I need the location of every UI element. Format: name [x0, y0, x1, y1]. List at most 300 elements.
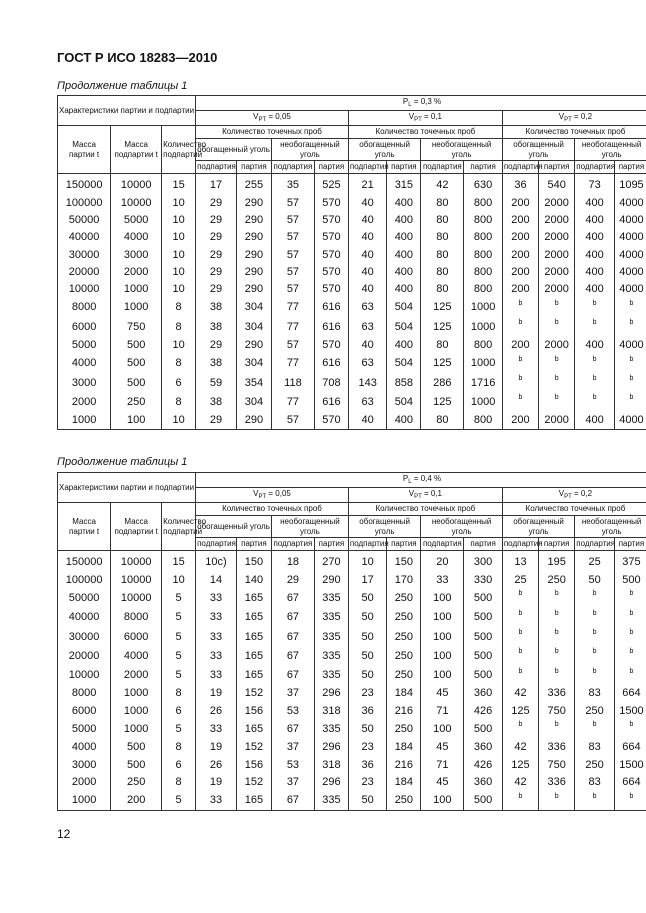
table-cell: 71 [421, 756, 464, 773]
table-cell: 400 [575, 194, 615, 211]
table-cell: 504 [387, 354, 421, 373]
table-cell: 6000 [58, 702, 111, 719]
header-unenriched-coal: необогащенный уголь [271, 138, 348, 160]
header-sublot: подпартия [421, 161, 464, 174]
table-cell: b [539, 666, 575, 685]
table-cell: 125 [421, 392, 464, 411]
table-cell: 83 [575, 685, 615, 702]
header-increments: Количество точечных проб [196, 126, 349, 139]
table-cell: 50 [348, 666, 386, 685]
table-cell: 800 [464, 412, 502, 430]
header-lot: партия [464, 538, 502, 551]
header-mass-lot: Масса партии t [58, 126, 111, 173]
table-cell: 336 [539, 685, 575, 702]
table-cell: 8 [162, 354, 196, 373]
table-cell: b [502, 608, 538, 627]
table-cell: 315 [387, 173, 421, 194]
table-cell: 290 [314, 571, 348, 588]
table-cell: 118 [271, 373, 314, 392]
table-cell: b [539, 373, 575, 392]
table-cell: 400 [387, 211, 421, 228]
table-cell: 500 [464, 627, 502, 646]
table-cell: 8 [162, 392, 196, 411]
table-cell: 125 [502, 756, 538, 773]
table-cell: 50 [348, 588, 386, 607]
table-cell: b [539, 608, 575, 627]
table-cell: 33 [196, 588, 237, 607]
table-cell: 23 [348, 773, 386, 790]
table-cell: 42 [421, 173, 464, 194]
table-cell: 10 [162, 281, 196, 298]
header-lot: партия [464, 161, 502, 174]
table-cell: 50000 [58, 211, 111, 228]
table-cell: b [575, 627, 615, 646]
header-mass-sublot: Масса подпартии t [111, 126, 162, 173]
sampling-table [57, 472, 646, 811]
table-cell: 29 [196, 211, 237, 228]
table-cell: 570 [314, 412, 348, 430]
table-cell: 570 [314, 336, 348, 353]
table-cell: 14 [196, 571, 237, 588]
table-cell: 2000 [539, 281, 575, 298]
table-cell: b [614, 666, 646, 685]
table-cell: 286 [421, 373, 464, 392]
table-cell: 800 [464, 229, 502, 246]
table-cell: 500 [464, 608, 502, 627]
table-cell: 40 [348, 263, 386, 280]
table-cell: 4000 [614, 211, 646, 228]
table-cell: 42 [502, 739, 538, 756]
table-cell: 100 [421, 588, 464, 607]
table-cell: 4000 [614, 246, 646, 263]
table-cell: 200 [502, 336, 538, 353]
table-cell: 26 [196, 702, 237, 719]
table-cell: 100 [421, 666, 464, 685]
table-cell: 63 [348, 298, 386, 317]
table-cell: 2000 [539, 246, 575, 263]
table-cell: 250 [387, 608, 421, 627]
table-row [58, 229, 646, 246]
table-row [58, 627, 646, 646]
header-mass-sublot: Масса подпартии t [111, 503, 162, 550]
table-cell: b [614, 588, 646, 607]
header-lot-characteristics: Характеристики партии и подпартии [58, 96, 196, 126]
table-cell: 80 [421, 412, 464, 430]
header-increments: Количество точечных проб [502, 126, 646, 139]
table-row [58, 211, 646, 228]
table-cell: 83 [575, 739, 615, 756]
table-cell: 250 [575, 702, 615, 719]
table-cell: 36 [348, 756, 386, 773]
table-cell: 1000 [58, 412, 111, 430]
table-cell: 33 [196, 608, 237, 627]
table-cell: 5 [162, 608, 196, 627]
table-cell: 71 [421, 702, 464, 719]
table-cell: 8000 [58, 298, 111, 317]
table-cell: 500 [111, 336, 162, 353]
table-cell: 53 [271, 756, 314, 773]
table-cell: 200 [502, 246, 538, 263]
table-cell: 63 [348, 392, 386, 411]
table-cell: 616 [314, 298, 348, 317]
table-cell: 184 [387, 773, 421, 790]
table-cell: 290 [236, 229, 271, 246]
table-cell: 250 [111, 392, 162, 411]
table-cell: 100000 [58, 571, 111, 588]
table-caption: Продолжение таблицы 1 [57, 80, 188, 92]
table-cell: 57 [271, 194, 314, 211]
table-cell: 50 [348, 608, 386, 627]
table-cell: 296 [314, 685, 348, 702]
table-cell: 5000 [111, 211, 162, 228]
table-cell: b [575, 298, 615, 317]
table-cell: 67 [271, 719, 314, 738]
table-cell: 8 [162, 773, 196, 790]
table-cell: 152 [236, 685, 271, 702]
header-increments: Количество точечных проб [348, 126, 502, 139]
table-cell: 77 [271, 354, 314, 373]
table-cell: 42 [502, 773, 538, 790]
table-cell: 270 [314, 550, 348, 571]
table-cell: 67 [271, 646, 314, 665]
header-lot: партия [387, 161, 421, 174]
table-cell: b [614, 373, 646, 392]
header-lot: партия [539, 538, 575, 551]
table-cell: 45 [421, 739, 464, 756]
table-cell: 5000 [58, 719, 111, 738]
table-cell: 400 [575, 211, 615, 228]
header-lot: партия [539, 161, 575, 174]
table-cell: 5 [162, 719, 196, 738]
table-cell: 15 [162, 550, 196, 571]
table-cell: 330 [464, 571, 502, 588]
table-cell: 40000 [58, 229, 111, 246]
table-cell: 40000 [58, 608, 111, 627]
table-cell: b [502, 719, 538, 738]
table-cell: 20 [421, 550, 464, 571]
table-cell: 8 [162, 298, 196, 317]
table-cell: 38 [196, 354, 237, 373]
table-cell: 50 [348, 646, 386, 665]
table-row [58, 317, 646, 336]
table-row [58, 550, 646, 571]
table-cell: 35 [271, 173, 314, 194]
table-cell: 10 [348, 550, 386, 571]
table-cell: 500 [464, 646, 502, 665]
table-cell: 426 [464, 702, 502, 719]
table-cell: 336 [539, 739, 575, 756]
table-cell: 165 [236, 588, 271, 607]
table-cell: 33 [196, 627, 237, 646]
table-cell: 2000 [539, 194, 575, 211]
table-cell: b [614, 646, 646, 665]
header-sublot: подпартия [502, 538, 538, 551]
header-lot: партия [387, 538, 421, 551]
table-cell: 304 [236, 354, 271, 373]
table-cell: 255 [236, 173, 271, 194]
table-cell: b [575, 791, 615, 811]
table-cell: 500 [464, 666, 502, 685]
table-cell: 80 [421, 194, 464, 211]
table-row [58, 791, 646, 811]
table-cell: 25 [575, 550, 615, 571]
table-cell: 45 [421, 773, 464, 790]
table-cell: 400 [575, 263, 615, 280]
table-cell: 335 [314, 646, 348, 665]
table-cell: b [502, 317, 538, 336]
table-cell: 67 [271, 791, 314, 811]
table-cell: 38 [196, 298, 237, 317]
table-cell: 63 [348, 317, 386, 336]
table-cell: 33 [196, 719, 237, 738]
table-cell: 250 [387, 791, 421, 811]
header-sublot: подпартия [271, 161, 314, 174]
table-cell: 250 [575, 756, 615, 773]
header-sublot: подпартия [271, 538, 314, 551]
table-cell: 165 [236, 719, 271, 738]
table-cell: 400 [575, 246, 615, 263]
header-lot: партия [314, 538, 348, 551]
header-unenriched-coal: необогащенный уголь [421, 138, 503, 160]
table-cell: 8000 [58, 685, 111, 702]
table-row [58, 666, 646, 685]
table-cell: 33 [196, 646, 237, 665]
table-row [58, 336, 646, 353]
table-row [58, 588, 646, 607]
table-cell: 336 [539, 773, 575, 790]
table-row [58, 646, 646, 665]
table-cell: 1716 [464, 373, 502, 392]
table-cell: 19 [196, 773, 237, 790]
table-cell: 40 [348, 211, 386, 228]
table-cell: b [614, 298, 646, 317]
table-row [58, 739, 646, 756]
table-cell: 33 [196, 791, 237, 811]
table-cell: 29 [271, 571, 314, 588]
table-cell: b [575, 317, 615, 336]
table-cell: 1000 [111, 719, 162, 738]
table-row [58, 608, 646, 627]
header-enriched-coal: обогащенный уголь [348, 138, 420, 160]
table-cell: 200 [502, 412, 538, 430]
table-cell: b [502, 354, 538, 373]
table-cell: 25 [502, 571, 538, 588]
table-cell: 6000 [58, 317, 111, 336]
table-cell: 290 [236, 336, 271, 353]
table-cell: 318 [314, 756, 348, 773]
table-cell: 570 [314, 281, 348, 298]
table-cell: 13 [502, 550, 538, 571]
table-cell: 67 [271, 608, 314, 627]
table-cell: 45 [421, 685, 464, 702]
table-cell: 200 [502, 211, 538, 228]
header-enriched-coal: обогащенный уголь [196, 515, 272, 537]
table-cell: 37 [271, 685, 314, 702]
header-unenriched-coal: необогащенный уголь [575, 138, 646, 160]
table-cell: 23 [348, 739, 386, 756]
table-cell: 29 [196, 194, 237, 211]
sampling-table [57, 95, 646, 430]
table-cell: 10 [162, 412, 196, 430]
table-cell: 664 [614, 773, 646, 790]
table-cell: 400 [387, 281, 421, 298]
table-cell: 150 [236, 550, 271, 571]
table-cell: 616 [314, 354, 348, 373]
table-cell: 500 [464, 719, 502, 738]
header-vpt: $V_{PT} = 0,05$ [196, 111, 349, 126]
table-cell: 40 [348, 194, 386, 211]
table-cell: 800 [464, 194, 502, 211]
table-cell: 38 [196, 317, 237, 336]
table-cell: b [539, 354, 575, 373]
table-cell: 2000 [539, 412, 575, 430]
table-cell: b [539, 791, 575, 811]
table-cell: 400 [575, 336, 615, 353]
table-cell: 1000 [464, 354, 502, 373]
table-cell: 5 [162, 646, 196, 665]
table-cell: 4000 [614, 263, 646, 280]
table-cell: 80 [421, 336, 464, 353]
table-cell: 1095 [614, 173, 646, 194]
table-cell: 125 [502, 702, 538, 719]
table-cell: 73 [575, 173, 615, 194]
table-cell: b [539, 719, 575, 738]
header-pl-value: $P_L = 0,3$ % [196, 96, 646, 111]
header-enriched-coal: обогащенный уголь [196, 138, 272, 160]
table-cell: 67 [271, 627, 314, 646]
table-cell: 1000 [464, 298, 502, 317]
document-title: ГОСТ Р ИСО 18283—2010 [57, 50, 218, 65]
header-lot: партия [614, 161, 646, 174]
table-cell: 8 [162, 739, 196, 756]
table-cell: 616 [314, 392, 348, 411]
table-cell: 33 [421, 571, 464, 588]
table-row [58, 702, 646, 719]
table-cell: 10000 [111, 173, 162, 194]
table-cell: 630 [464, 173, 502, 194]
table-cell: 6000 [111, 627, 162, 646]
table-cell: 250 [387, 627, 421, 646]
table-cell: 23 [348, 685, 386, 702]
table-cell: 18 [271, 550, 314, 571]
table-cell: 29 [196, 336, 237, 353]
table-cell: 10000 [111, 588, 162, 607]
table-cell: 19 [196, 739, 237, 756]
table-cell: 800 [464, 281, 502, 298]
table-cell: b [575, 646, 615, 665]
table-cell: 10000 [111, 571, 162, 588]
table-cell: 10 [162, 229, 196, 246]
table-cell: 250 [111, 773, 162, 790]
header-increments: Количество точечных проб [502, 503, 646, 516]
table-cell: 50 [348, 791, 386, 811]
table-cell: 100 [421, 646, 464, 665]
table-cell: 150000 [58, 173, 111, 194]
table-cell: b [539, 317, 575, 336]
header-sublot: подпартия [348, 538, 386, 551]
header-vpt: $V_{PT} = 0,2$ [502, 111, 646, 126]
table-cell: b [614, 627, 646, 646]
table-cell: 4000 [58, 354, 111, 373]
table-cell: 156 [236, 756, 271, 773]
table-cell: 360 [464, 685, 502, 702]
table-cell: 10000 [58, 666, 111, 685]
table-cell: 165 [236, 791, 271, 811]
table-cell: 570 [314, 229, 348, 246]
table-cell: 500 [111, 373, 162, 392]
table-cell: 200 [502, 194, 538, 211]
table-cell: 19 [196, 685, 237, 702]
table-cell: 29 [196, 263, 237, 280]
table-cell: 165 [236, 646, 271, 665]
table-cell: 5 [162, 588, 196, 607]
table-cell: 4000 [614, 194, 646, 211]
table-cell: 29 [196, 412, 237, 430]
table-cell: 8000 [111, 608, 162, 627]
table-cell: 4000 [111, 229, 162, 246]
table-cell: b [575, 666, 615, 685]
table-row [58, 685, 646, 702]
table-cell: b [614, 719, 646, 738]
table-cell: 57 [271, 263, 314, 280]
table-cell: 250 [539, 571, 575, 588]
table-cell: b [502, 298, 538, 317]
header-sublot: подпартия [348, 161, 386, 174]
table-cell: 29 [196, 281, 237, 298]
header-mass-lot: Масса партии t [58, 503, 111, 550]
table-cell: 570 [314, 194, 348, 211]
header-sublot: подпартия [575, 161, 615, 174]
table-cell: 80 [421, 246, 464, 263]
table-cell: 216 [387, 756, 421, 773]
table-cell: 708 [314, 373, 348, 392]
table-cell: b [502, 392, 538, 411]
table-cell: b [614, 791, 646, 811]
table-cell: 2000 [111, 666, 162, 685]
table-cell: 10 [162, 211, 196, 228]
table-cell: 83 [575, 773, 615, 790]
header-sublot-count: Количество подпартий [162, 503, 196, 550]
table-cell: 57 [271, 229, 314, 246]
table-cell: 1000 [58, 791, 111, 811]
table-cell: 17 [348, 571, 386, 588]
table-cell: 29 [196, 246, 237, 263]
table-cell: 80 [421, 263, 464, 280]
table-cell: 250 [387, 588, 421, 607]
table-cell: 4000 [614, 229, 646, 246]
header-unenriched-coal: необогащенный уголь [421, 515, 503, 537]
table-cell: 525 [314, 173, 348, 194]
table-row [58, 756, 646, 773]
table-cell: 1000 [111, 702, 162, 719]
table-cell: 400 [575, 281, 615, 298]
table-cell: 800 [464, 336, 502, 353]
table-cell: 53 [271, 702, 314, 719]
table-cell: 290 [236, 281, 271, 298]
table-cell: 152 [236, 739, 271, 756]
table-cell: 40 [348, 246, 386, 263]
table-cell: b [614, 392, 646, 411]
table-cell: 17 [196, 173, 237, 194]
table-cell: 290 [236, 246, 271, 263]
header-pl-value: $P_L = 0,4$ % [196, 473, 646, 488]
table-cell: 1500 [614, 756, 646, 773]
table-cell: 750 [539, 756, 575, 773]
header-lot-characteristics: Характеристики партии и подпартии [58, 473, 196, 503]
table-cell: 570 [314, 246, 348, 263]
table-row [58, 392, 646, 411]
table-cell: 570 [314, 211, 348, 228]
